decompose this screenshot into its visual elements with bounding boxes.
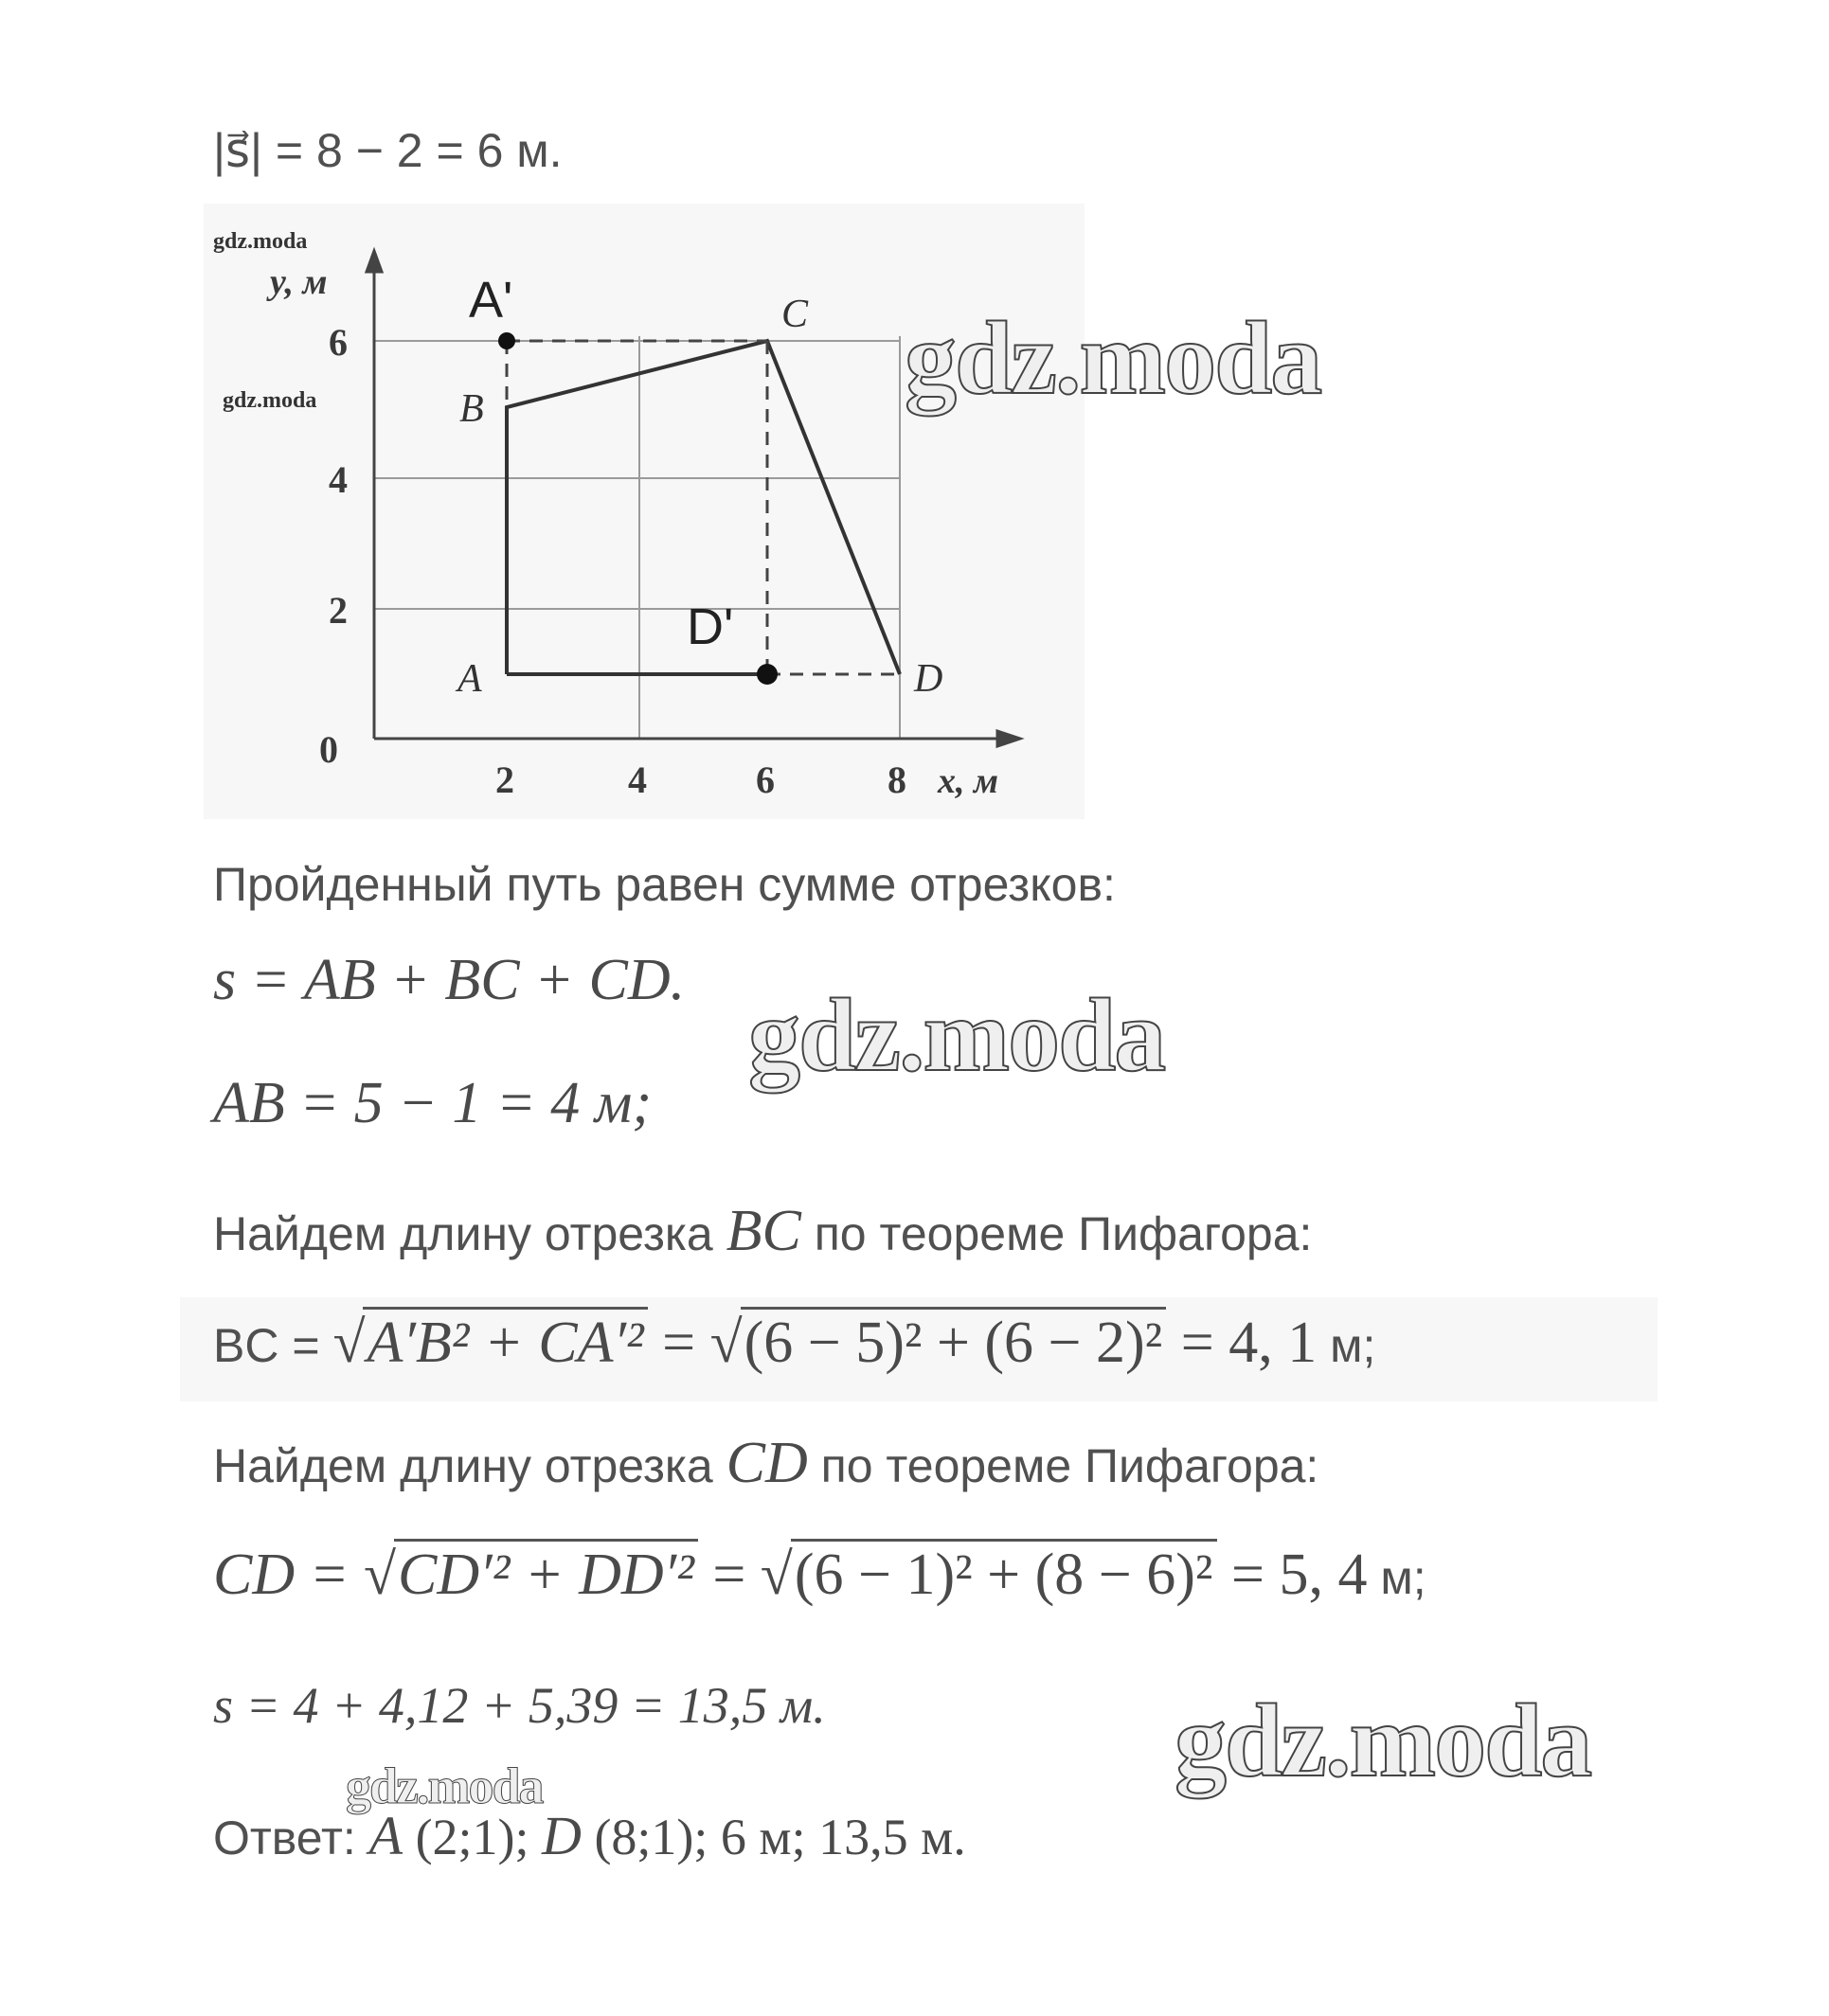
cd-formula — [213, 1539, 1426, 1609]
cd-result: = 5, 4 — [1216, 1543, 1368, 1607]
label-a: A — [457, 657, 482, 701]
x-axis-label: x, м — [938, 761, 999, 801]
answer-label: Ответ: — [213, 1811, 369, 1864]
bc-intro — [213, 1198, 1312, 1265]
label-c: C — [781, 293, 809, 336]
answer-d: D — [542, 1805, 582, 1866]
origin-label: 0 — [319, 728, 338, 771]
bc-result: = 4, 1 — [1166, 1311, 1318, 1375]
grid — [374, 336, 900, 739]
bc-root-1: A′B² + CA′² — [363, 1307, 647, 1377]
watermark-medium-bottom: gdz.moda — [346, 1757, 543, 1814]
cd-root-1: CD′² + DD′² — [394, 1539, 698, 1609]
cd-intro-var: CD — [726, 1431, 808, 1495]
tick-labels — [319, 321, 906, 801]
point-a-prime-dot — [498, 332, 515, 349]
s-sum-formula: s = 4 + 4,12 + 5,39 = 13,5 м. — [213, 1677, 826, 1734]
bc-sqrt-sign-1: √ — [332, 1311, 366, 1375]
cd-sqrt-sign-2: √ — [760, 1543, 793, 1607]
s-vector-formula: |s⃗| = 8 − 2 = 6 м. — [213, 124, 563, 177]
cd-intro-post: по теореме Пифагора: — [807, 1439, 1319, 1492]
x-tick-4: 4 — [628, 758, 647, 801]
x-tick-2: 2 — [495, 758, 514, 801]
ab-formula: AB = 5 − 1 = 4 м; — [213, 1071, 652, 1135]
cd-root-2: (6 − 1)² + (8 − 6)² — [791, 1539, 1217, 1609]
x-axis-arrow — [997, 731, 1020, 746]
y-axis-label: y, м — [270, 262, 328, 302]
cd-sqrt-sign-1: √ — [363, 1543, 396, 1607]
watermark-large-2: gdz.moda — [748, 977, 1165, 1093]
answer-line — [213, 1804, 966, 1867]
bc-intro-post: по теореме Пифагора: — [800, 1207, 1313, 1260]
y-axis-arrow — [367, 251, 382, 272]
y-tick-2: 2 — [329, 589, 348, 632]
bc-intro-pre: Найдем длину отрезка — [213, 1207, 726, 1260]
x-tick-8: 8 — [888, 758, 906, 801]
label-a-prime: A' — [469, 272, 513, 329]
bc-eq: = — [647, 1311, 710, 1375]
label-d: D — [914, 657, 943, 701]
bc-intro-var: BC — [726, 1199, 801, 1263]
bc-unit: м; — [1317, 1319, 1376, 1372]
answer-a: A — [368, 1805, 403, 1866]
cd-intro — [213, 1430, 1318, 1497]
answer-a-coord: (2;1); — [403, 1809, 543, 1865]
point-d-prime-dot — [757, 664, 778, 685]
y-tick-6: 6 — [329, 321, 348, 364]
bc-formula — [213, 1307, 1375, 1377]
bc-sqrt-sign-2: √ — [709, 1311, 743, 1375]
label-b: B — [459, 387, 484, 431]
bc-lhs: BC = — [213, 1319, 333, 1372]
cd-unit: м; — [1367, 1551, 1426, 1604]
cd-intro-pre: Найдем длину отрезка — [213, 1439, 726, 1492]
cd-lhs: CD = — [213, 1543, 364, 1607]
watermark-small-2: gdz.moda — [223, 388, 317, 413]
watermark-large-3: gdz.moda — [1175, 1683, 1591, 1798]
bc-root-2: (6 − 5)² + (6 − 2)² — [741, 1307, 1167, 1377]
watermark-large-1: gdz.moda — [905, 300, 1321, 416]
y-tick-4: 4 — [329, 458, 348, 501]
path-intro-text: Пройденный путь равен сумме отрезков: — [213, 858, 1116, 911]
watermark-small-1: gdz.moda — [213, 229, 308, 254]
cd-eq: = — [697, 1543, 761, 1607]
label-d-prime: D' — [687, 598, 734, 655]
x-tick-6: 6 — [756, 758, 775, 801]
answer-d-coord: (8;1); 6 м; 13,5 м. — [581, 1809, 966, 1865]
s-formula: s = AB + BC + CD. — [213, 948, 686, 1012]
